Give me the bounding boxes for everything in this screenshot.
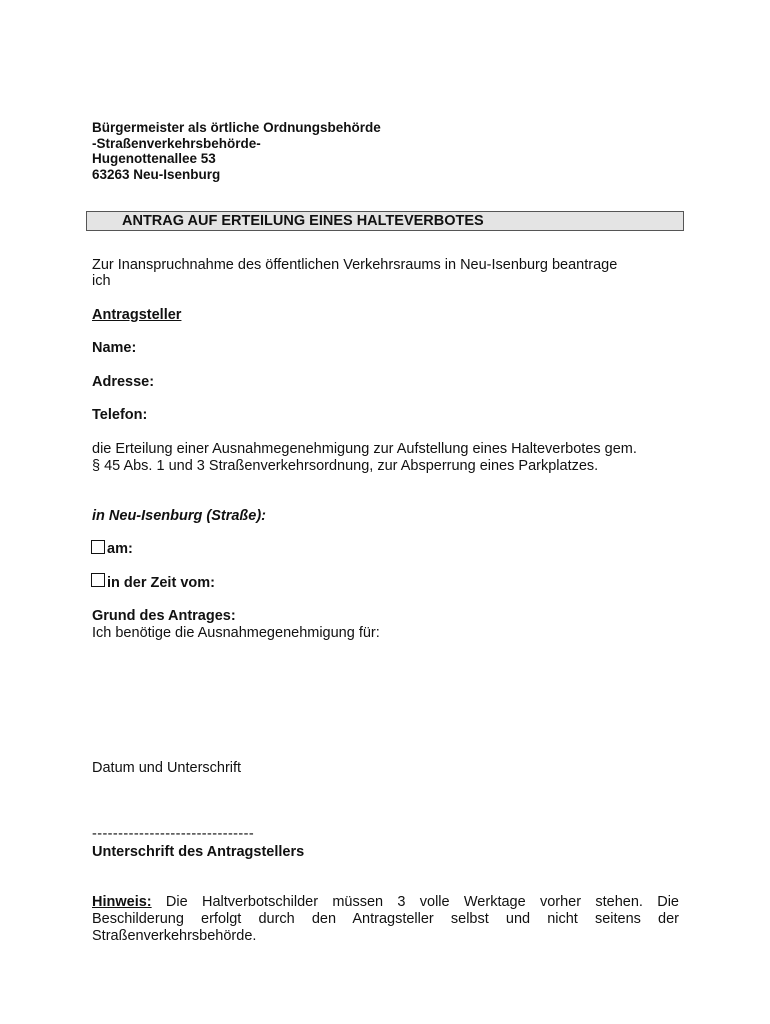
period-label: in der Zeit vom: <box>107 575 215 591</box>
reason-text: Ich benötige die Ausnahmegenehmigung für: <box>92 625 380 641</box>
form-title: ANTRAG AUF ERTEILUNG EINES HALTEVERBOTES <box>122 213 484 229</box>
intro-line-1: Zur Inanspruchnahme des öffentlichen Verkehrsraums in Neu-Isenburg beantrage <box>92 257 618 273</box>
recipient-line-3: Hugenottenallee 53 <box>92 151 216 166</box>
date-signature-label: Datum und Unterschrift <box>92 760 242 776</box>
period-checkbox[interactable] <box>91 573 105 587</box>
signature-line: ------------------------------- <box>92 826 255 842</box>
form-title-box <box>86 211 684 231</box>
phone-label: Telefon: <box>92 407 148 423</box>
recipient-address <box>92 120 381 182</box>
recipient-line-2: -Straßenverkehrsbehörde- <box>92 135 261 151</box>
notice-paragraph <box>92 894 679 945</box>
intro-line-2: ich <box>92 273 111 289</box>
applicant-heading: Antragsteller <box>92 307 182 323</box>
reason-heading: Grund des Antrages: <box>92 608 236 624</box>
notice-text: Die Haltverbotschilder müssen 3 volle Werktage vorher stehen. Die Beschilderung erfolgt durch den Antragsteller selbst und nicht seitens der Straßenverkehrsbehörde. <box>92 894 679 944</box>
permit-text-line-2: § 45 Abs. 1 und 3 Straßenverkehrsordnung, zur Absperrung eines Parkplatzes. <box>92 458 599 474</box>
recipient-line-1: Bürgermeister als örtliche Ordnungsbehörde <box>92 120 381 135</box>
address-label: Adresse: <box>92 374 155 390</box>
location-label: in Neu-Isenburg (Straße): <box>92 508 267 524</box>
permit-text-line-1: die Erteilung einer Ausnahmegenehmigung zur Aufstellung eines Halteverbotes gem. <box>92 441 637 457</box>
on-date-checkbox[interactable] <box>91 540 105 554</box>
notice-label: Hinweis: <box>92 894 152 910</box>
name-label: Name: <box>92 340 137 356</box>
recipient-line-4: 63263 Neu-Isenburg <box>92 166 221 182</box>
signature-caption: Unterschrift des Antragstellers <box>92 844 305 860</box>
on-date-label: am: <box>107 541 133 557</box>
